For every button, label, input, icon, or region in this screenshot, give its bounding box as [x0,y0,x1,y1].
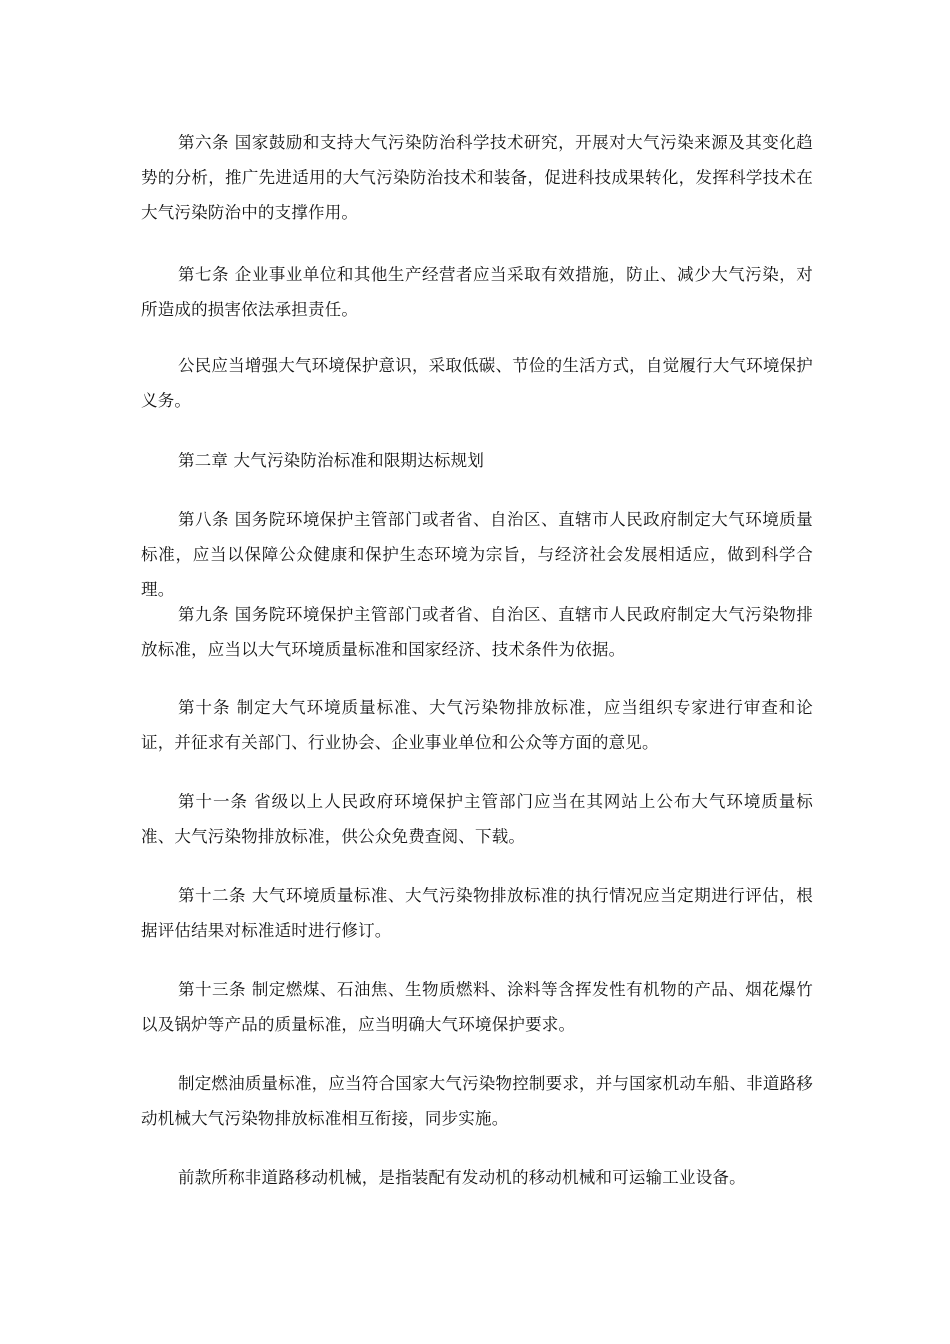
article-8-paragraph: 第八条 国务院环境保护主管部门或者省、自治区、直辖市人民政府制定大气环境质量标准，应当以保障公众健康和保护生态环境为宗旨，与经济社会发展相适应，做到科学合理。 [141,510,813,599]
article-12-paragraph: 第十二条 大气环境质量标准、大气污染物排放标准的执行情况应当定期进行评估，根据评估结果对标准适时进行修订。 [141,886,813,940]
article-13-paragraph: 第十三条 制定燃煤、石油焦、生物质燃料、涂料等含挥发性有机物的产品、烟花爆竹以及锅炉等产品的质量标准，应当明确大气环境保护要求。 [141,980,813,1034]
article-6-paragraph: 第六条 国家鼓励和支持大气污染防治科学技术研究，开展对大气污染来源及其变化趋势的分析，推广先进适用的大气污染防治技术和装备，促进科技成果转化，发挥科学技术在大气污染防治中的支撑作用。 [141,133,813,222]
citizen-duty-paragraph: 公民应当增强大气环境保护意识，采取低碳、节俭的生活方式，自觉履行大气环境保护义务。 [141,356,813,410]
article-9-paragraph: 第九条 国务院环境保护主管部门或者省、自治区、直辖市人民政府制定大气污染物排放标准，应当以大气环境质量标准和国家经济、技术条件为依据。 [141,605,813,659]
article-7-paragraph: 第七条 企业事业单位和其他生产经营者应当采取有效措施，防止、减少大气污染，对所造成的损害依法承担责任。 [141,265,813,319]
article-10-paragraph: 第十条 制定大气环境质量标准、大气污染物排放标准，应当组织专家进行审查和论证，并征求有关部门、行业协会、企业事业单位和公众等方面的意见。 [141,698,813,752]
article-11-paragraph: 第十一条 省级以上人民政府环境保护主管部门应当在其网站上公布大气环境质量标准、大气污染物排放标准，供公众免费查阅、下载。 [141,792,813,846]
chapter-2-heading: 第二章 大气污染防治标准和限期达标规划 [178,451,485,470]
machinery-definition-paragraph: 前款所称非道路移动机械，是指装配有发动机的移动机械和可运输工业设备。 [178,1168,746,1187]
fuel-standard-paragraph: 制定燃油质量标准，应当符合国家大气污染物控制要求，并与国家机动车船、非道路移动机械大气污染物排放标准相互衔接，同步实施。 [141,1074,813,1128]
